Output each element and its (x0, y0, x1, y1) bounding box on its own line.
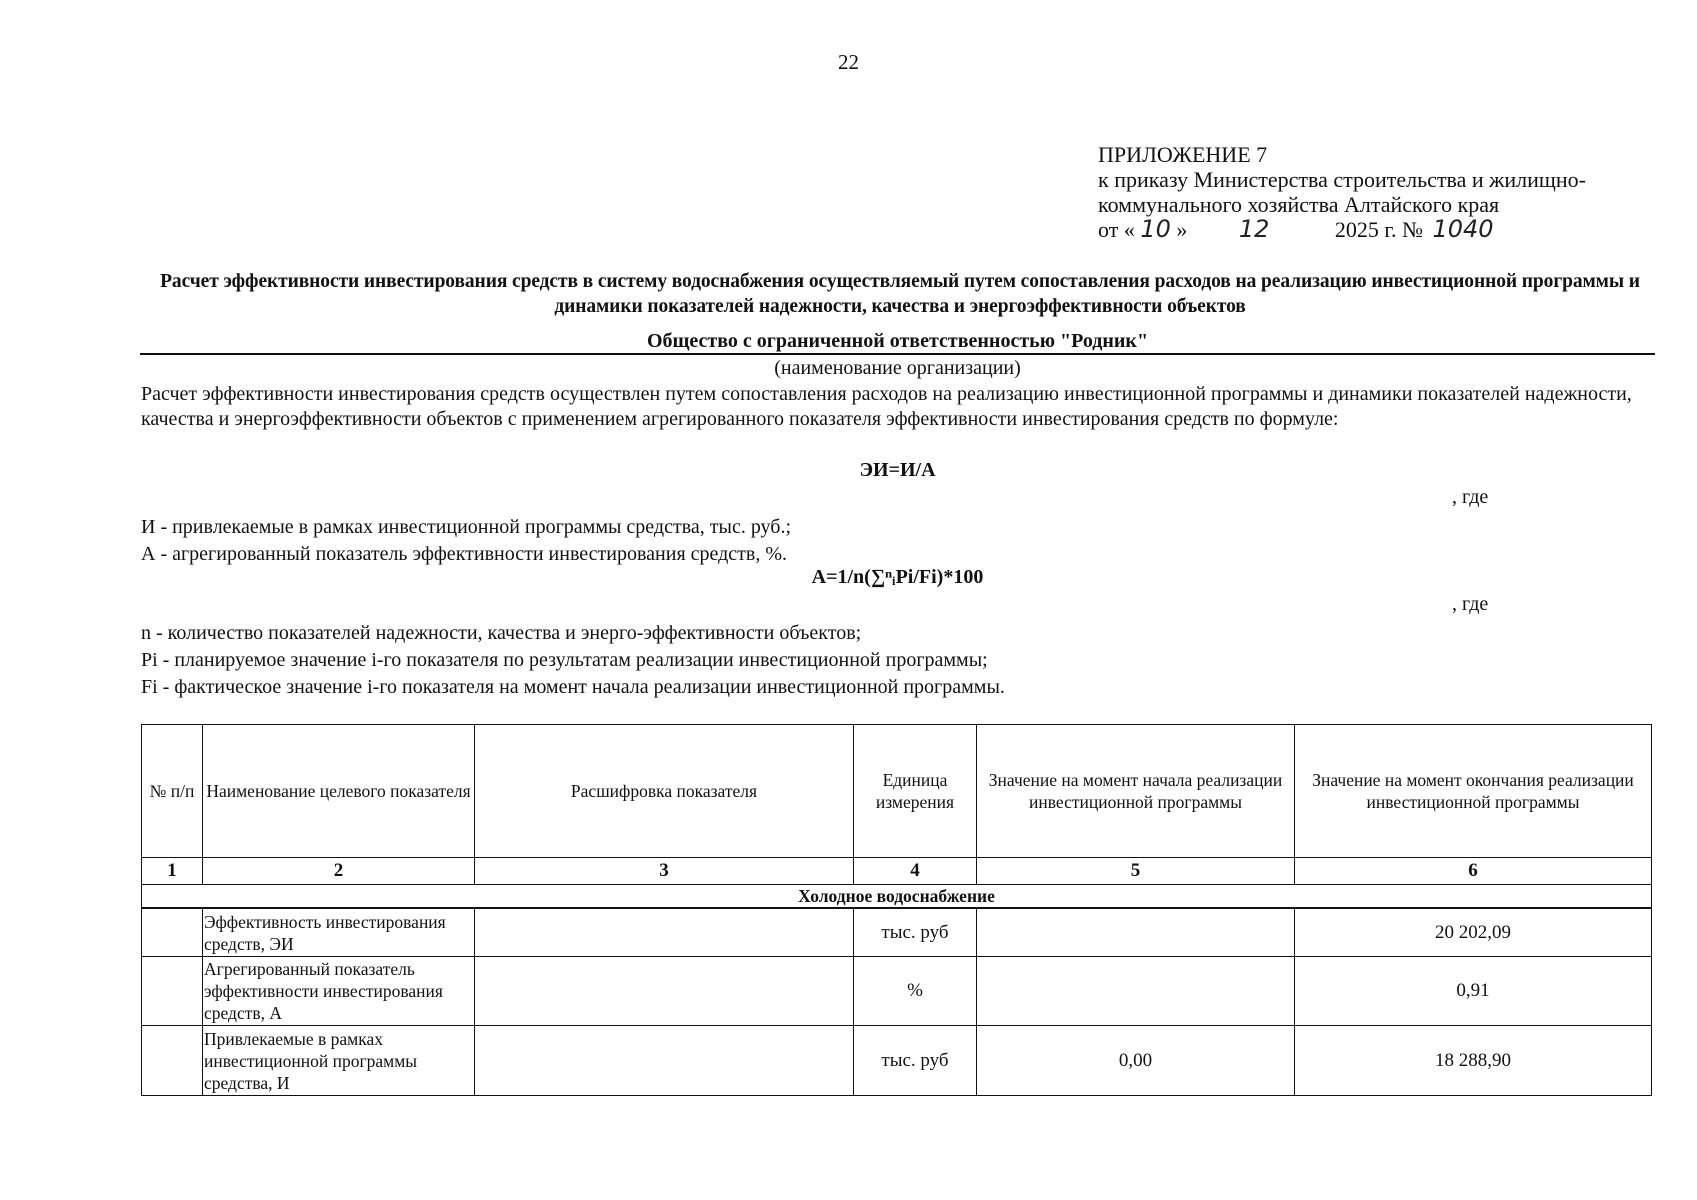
col-number: 1 (142, 858, 203, 885)
appendix-line-2: коммунального хозяйства Алтайского края (1098, 192, 1500, 217)
page-number: 22 (838, 50, 859, 74)
definition-i: И - привлекаемые в рамках инвестиционной программы средства, тыс. руб.; (141, 516, 792, 538)
date-close: » (1176, 217, 1188, 242)
row-unit: % (854, 957, 977, 1026)
col-number: 2 (203, 858, 475, 885)
header-end-value: Значение на момент окончания реализации инвестиционной программы (1295, 725, 1652, 858)
row-description (475, 1026, 854, 1096)
table-row (142, 908, 1652, 957)
document-title: Расчет эффективности инвестирования средств в систему водоснабжения осуществляемый путем сопоставления расходов на реализацию инвестиционной программы и динамики показателей надежности, качества и энергоэффективности объектов (160, 271, 1640, 317)
header-num: № п/п (142, 725, 203, 858)
definition-fi: Fi - фактическое значение i-го показателя на момент начала реализации инвестиционной программы. (141, 676, 1005, 698)
row-start-value (977, 957, 1295, 1026)
col-number: 5 (977, 858, 1295, 885)
organization-caption: (наименование организации) (774, 357, 1021, 379)
date-prefix: от « (1098, 217, 1135, 242)
row-description (475, 957, 854, 1026)
formula-ei: ЭИ=И/А (859, 459, 936, 481)
handwritten-month: 12 (1238, 215, 1270, 243)
definition-pi: Pi - планируемое значение i-го показателя по результатам реализации инвестиционной программы; (141, 649, 988, 671)
definition-n: n - количество показателей надежности, качества и энерго-эффективности объектов; (141, 622, 862, 644)
column-numbers-row (142, 858, 1652, 885)
year-text: 2025 г. № (1334, 217, 1423, 242)
appendix-date-line (1098, 217, 1586, 242)
definitions-1 (141, 514, 791, 568)
col-number: 3 (475, 858, 854, 885)
row-unit: тыс. руб (854, 1026, 977, 1096)
row-name: Привлекаемые в рамках инвестиционной программы средства, И (203, 1026, 475, 1096)
appendix-block (1098, 142, 1586, 242)
definition-a: А - агрегированный показатель эффективности инвестирования средств, %. (141, 543, 788, 565)
header-unit: Единица измерения (854, 725, 977, 858)
handwritten-number: 1040 (1432, 215, 1494, 243)
table-row (142, 957, 1652, 1026)
definitions-2 (141, 620, 1005, 701)
section-row (142, 885, 1652, 909)
table-header-row (142, 725, 1652, 858)
row-description (475, 908, 854, 957)
row-num (142, 1026, 203, 1096)
row-name: Агрегированный показатель эффективности инвестирования средств, А (203, 957, 475, 1026)
row-num (142, 908, 203, 957)
row-start-value (977, 908, 1295, 957)
section-title: Холодное водоснабжение (142, 885, 1652, 909)
indicators-table (141, 724, 1652, 1096)
header-name: Наименование целевого показателя (203, 725, 475, 858)
row-unit: тыс. руб (854, 908, 977, 957)
formula-a: A=1/n(∑ⁿᵢPi/Fi)*100 (811, 566, 984, 588)
appendix-line-1: к приказу Министерства строительства и жилищно- (1098, 167, 1586, 192)
row-end-value: 20 202,09 (1295, 908, 1652, 957)
row-end-value: 0,91 (1295, 957, 1652, 1026)
organization-name: Общество с ограниченной ответственностью "Родник" (140, 329, 1655, 355)
header-start-value: Значение на момент начала реализации инвестиционной программы (977, 725, 1295, 858)
col-number: 6 (1295, 858, 1652, 885)
row-num (142, 957, 203, 1026)
header-description: Расшифровка показателя (475, 725, 854, 858)
table-row (142, 1026, 1652, 1096)
where-label-2: , где (1452, 593, 1489, 615)
row-name: Эффективность инвестирования средств, ЭИ (203, 908, 475, 957)
col-number: 4 (854, 858, 977, 885)
handwritten-day: 10 (1140, 215, 1171, 243)
row-end-value: 18 288,90 (1295, 1026, 1652, 1096)
where-label-1: , где (1452, 486, 1489, 508)
appendix-title: ПРИЛОЖЕНИЕ 7 (1098, 142, 1268, 167)
row-start-value: 0,00 (977, 1026, 1295, 1096)
intro-paragraph: Расчет эффективности инвестирования средств осуществлен путем сопоставления расходов на реализацию инвестиционной программы и динамики показателей надежности, качества и энергоэффективности объектов с применением агрегированного показателя эффективности инвестирования средств по формуле: (141, 383, 1632, 430)
